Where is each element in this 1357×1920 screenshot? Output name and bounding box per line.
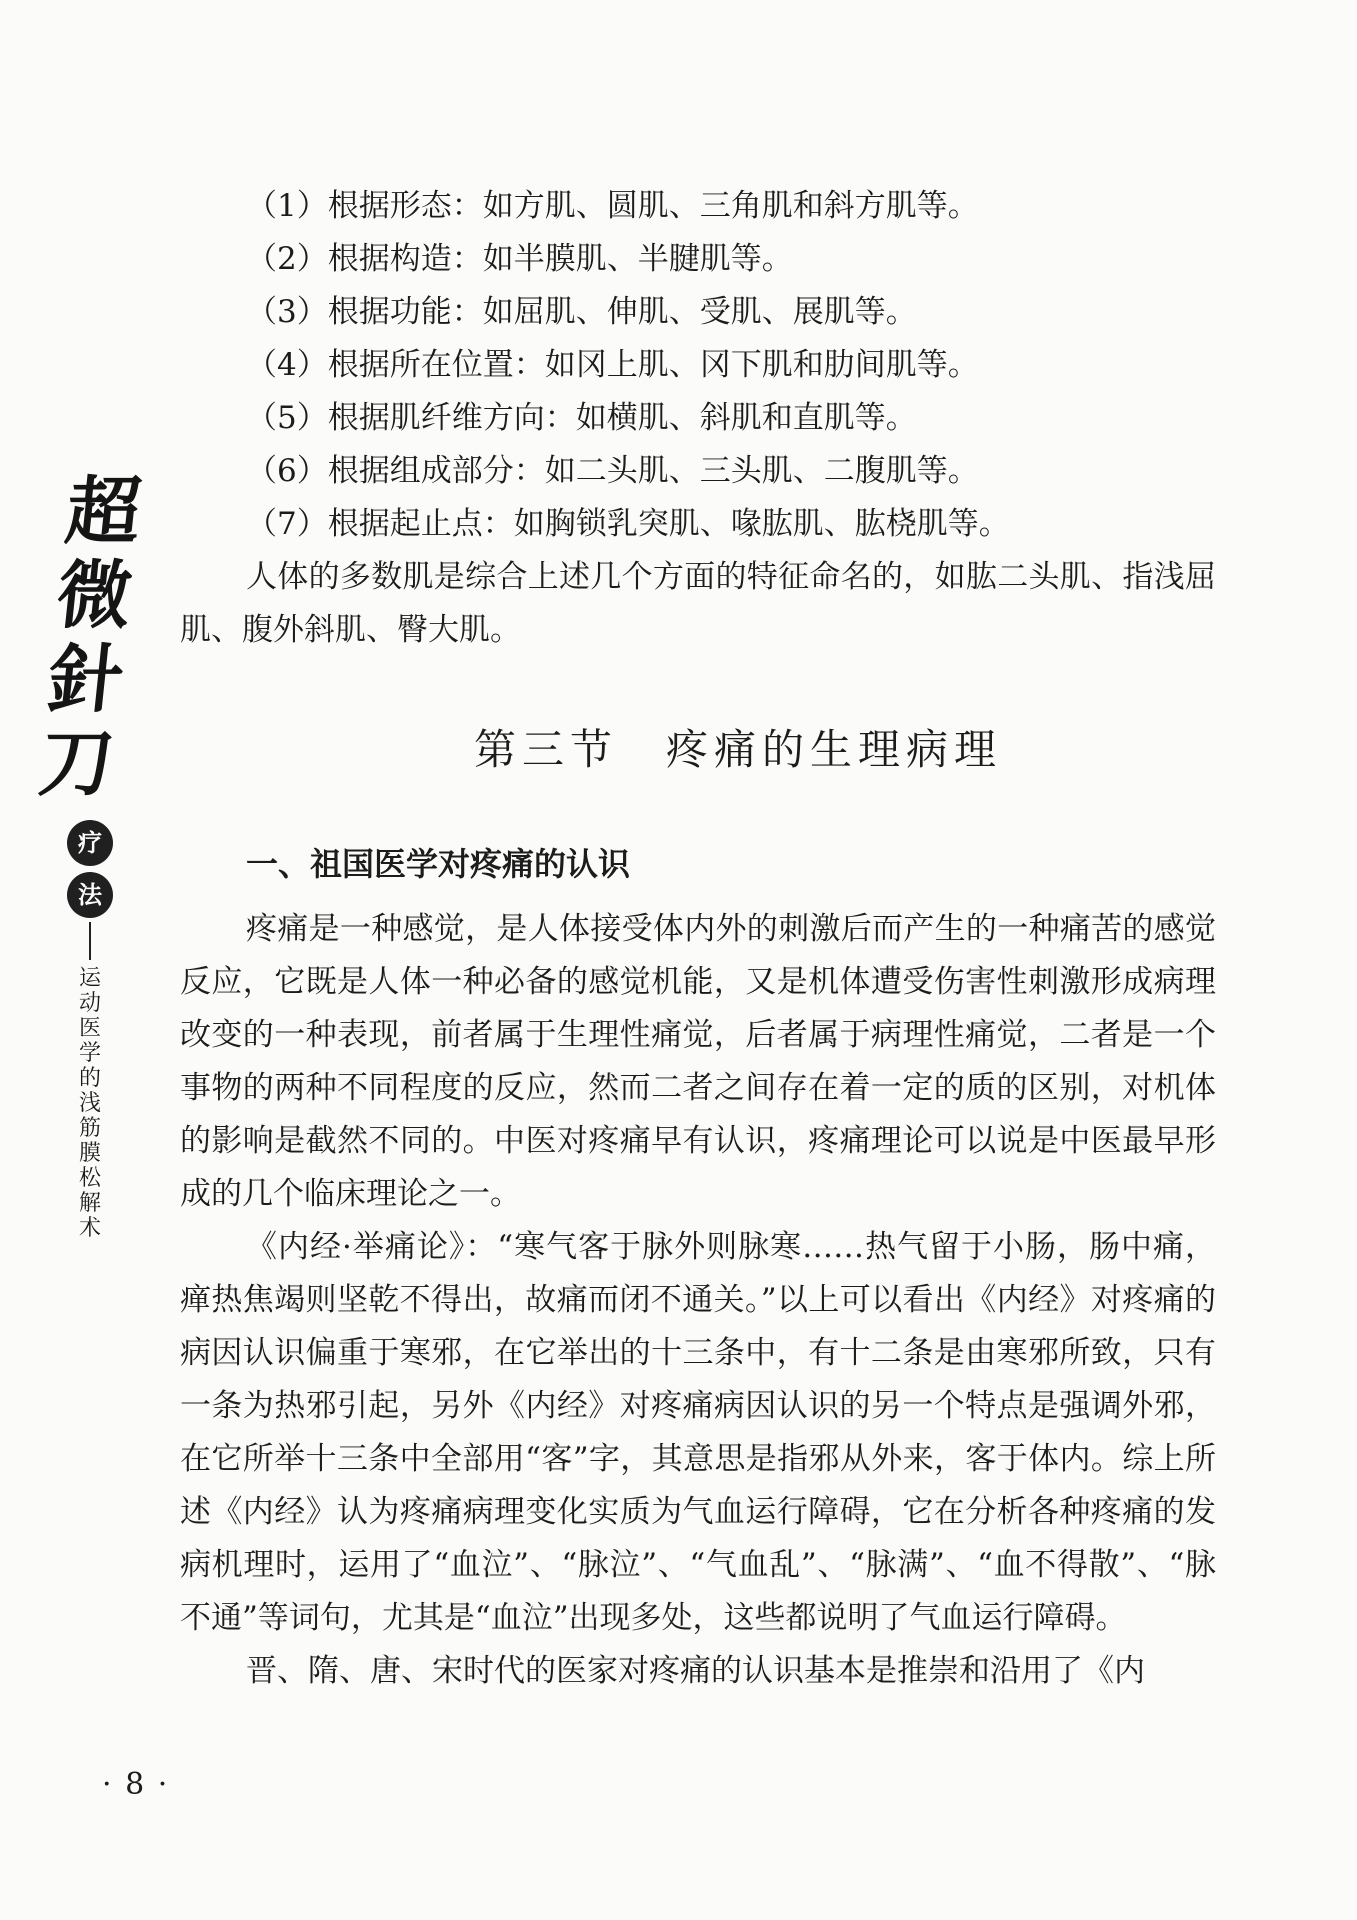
book-brand-sidebar (35, 469, 145, 1241)
brand-divider (89, 922, 91, 960)
sub-heading: 一、祖国医学对疼痛的认识 (246, 845, 631, 883)
brand-badges (40, 820, 140, 918)
list-item: （7）根据起止点：如胸锁乳突肌、喙肱肌、肱桡肌等。 (246, 506, 1010, 542)
list-item: （2）根据构造：如半膜肌、半腱肌等。 (246, 241, 793, 277)
page-number: · 8 · (102, 1767, 170, 1802)
list-item: （1）根据形态：如方肌、圆肌、三角肌和斜方肌等。 (246, 188, 979, 224)
list-item: （6）根据组成部分：如二头肌、三头肌、二腹肌等。 (246, 453, 979, 489)
book-title-calligraphy: 超微針刀 (35, 469, 145, 807)
body-paragraph: 疼痛是一种感觉，是人体接受体内外的刺激后而产生的一种痛苦的感觉反应，它既是人体一种必备的感觉机能，又是机体遭受伤害性刺激形成病理改变的一种表现，前者属于生理性痛觉，后者属于病理性痛觉，二者是一个事物的两种不同程度的反应，然而二者之间存在着一定的质的区别，对机体的影响是截然不同的。中医对疼痛早有认识，疼痛理论可以说是中医最早形成的几个临床理论之一。 (180, 911, 1216, 1212)
intro-paragraph: 人体的多数肌是综合上述几个方面的特征命名的，如肱二头肌、指浅屈肌、腹外斜肌、臀大肌。 (180, 559, 1216, 648)
list-item: （5）根据肌纤维方向：如横肌、斜肌和直肌等。 (246, 400, 917, 436)
page-content (180, 180, 1216, 1698)
section-title: 第三节 疼痛的生理病理 (473, 725, 1002, 774)
body-paragraph: 晋、隋、唐、宋时代的医家对疼痛的认识基本是推崇和沿用了《内 (246, 1653, 1145, 1689)
badge-liao: 疗 (67, 820, 113, 866)
book-subtitle-vertical: 运动医学的浅筋膜松解术 (78, 966, 101, 1241)
body-paragraph: 《内经·举痛论》：“寒气客于脉外则脉寒……热气留于小肠，肠中痛，瘅热焦竭则坚乾不得出，故痛而闭不通关。”以上可以看出《内经》对疼痛的病因认识偏重于寒邪，在它举出的十三条中，有十二条是由寒邪所致，只有一条为热邪引起，另外《内经》对疼痛病因认识的另一个特点是强调外邪，在它所举十三条中全部用“客”字，其意思是指邪从外来，客于体内。综上所述《内经》认为疼痛病理变化实质为气血运行障碍，它在分析各种疼痛的发病机理时，运用了“血泣”、“脉泣”、“气血乱”、“脉满”、“血不得散”、“脉不通”等词句，尤其是“血泣”出现多处，这些都说明了气血运行障碍。 (180, 1229, 1216, 1636)
list-item: （3）根据功能：如屈肌、伸肌、受肌、展肌等。 (246, 294, 917, 330)
list-item: （4）根据所在位置：如冈上肌、冈下肌和肋间肌等。 (246, 347, 979, 383)
badge-fa: 法 (67, 872, 113, 918)
